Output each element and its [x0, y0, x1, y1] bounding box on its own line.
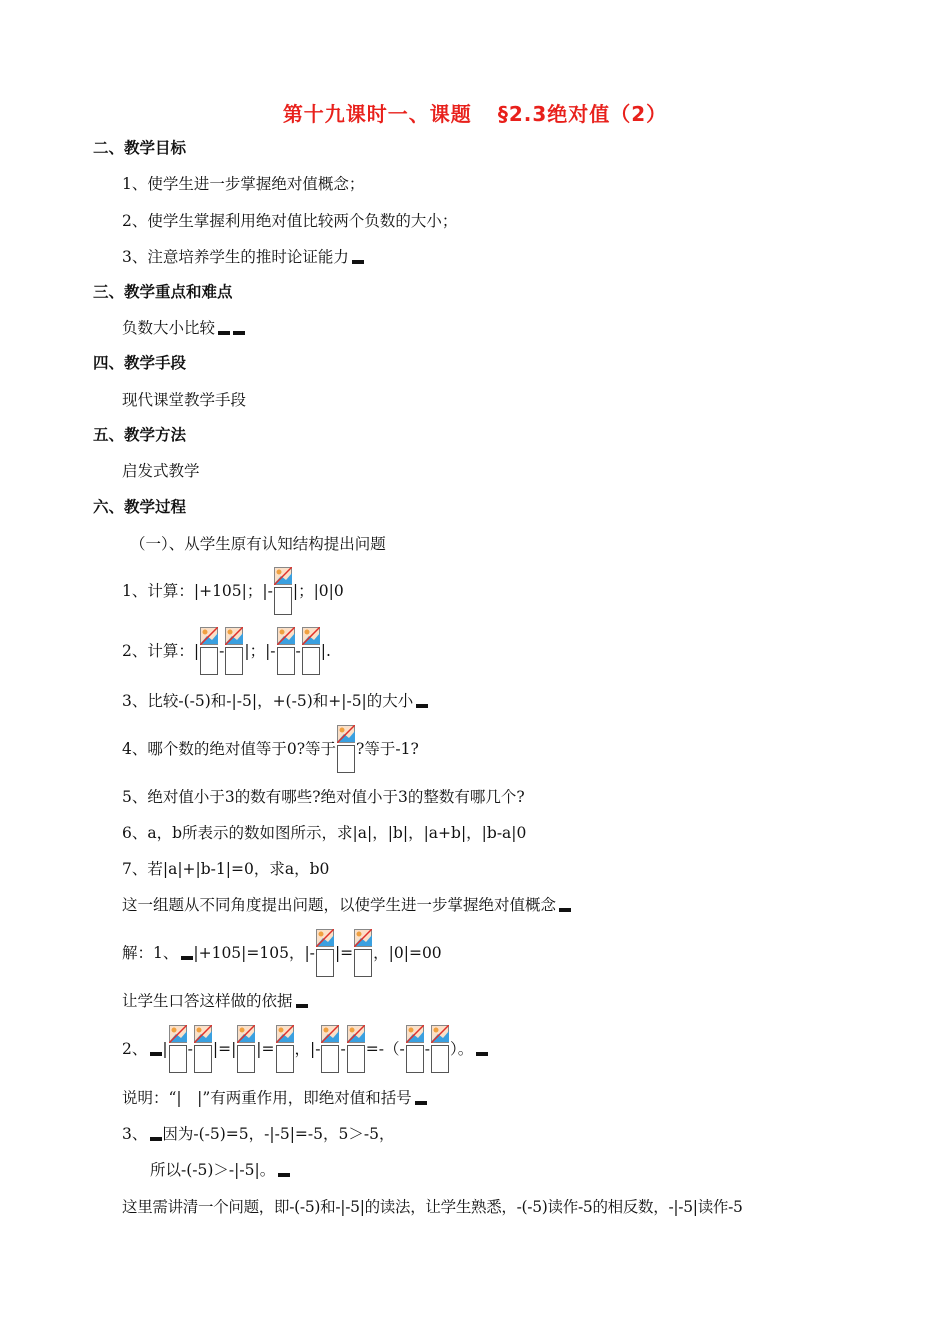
title-part1: 第十九课时一、课题 [282, 102, 472, 126]
last-paragraph: 这里需讲清一个问题，即-(-5)和-|-5|的读法，让学生熟悉，-(-5)读作-5的相反数，-|-5|读作-5 [122, 1198, 743, 1216]
image-placeholder-icon [200, 627, 218, 677]
mark-icon [352, 260, 364, 264]
section-heading-means: 四、教学手段 [93, 354, 187, 372]
image-placeholder-icon [321, 1025, 339, 1075]
section-heading-key-points: 三、教学重点和难点 [93, 283, 233, 301]
mark-icon [415, 1101, 427, 1105]
title-part2: §2.3绝对值（2） [497, 102, 668, 126]
explanation: 说明：“| |”有两重作用，即绝对值和括号 [122, 1088, 427, 1108]
means-text: 现代课堂教学手段 [122, 391, 247, 409]
image-placeholder-icon [406, 1025, 424, 1075]
mark-icon [181, 956, 193, 960]
process-subheading: （一）、从学生原有认知结构提出问题 [130, 535, 386, 553]
image-placeholder-icon [274, 567, 292, 617]
image-placeholder-icon [237, 1025, 255, 1075]
mark-icon [233, 331, 245, 335]
question-3: 3、比较-(-5)和-|-5|，+(-5)和+|-5|的大小 [122, 691, 428, 711]
image-placeholder-icon [169, 1025, 187, 1075]
image-placeholder-icon [354, 929, 372, 979]
oral-answer: 让学生口答这样做的依据 [122, 991, 308, 1011]
mark-icon [296, 1004, 308, 1008]
image-placeholder-icon [337, 725, 355, 775]
mark-icon [476, 1052, 488, 1056]
image-placeholder-icon [302, 627, 320, 677]
goal-1: 1、使学生进一步掌握绝对值概念； [122, 175, 365, 193]
question-1: 1、计算：|+105|；|- |；|0|0 [122, 566, 344, 616]
mark-icon [278, 1173, 290, 1177]
image-placeholder-icon [194, 1025, 212, 1075]
section-heading-method: 五、教学方法 [93, 426, 187, 444]
solution-3-line-1: 3、 因为-(-5)=5，-|-5|=-5，5＞-5， [122, 1125, 395, 1143]
section-heading-process: 六、教学过程 [93, 498, 187, 516]
section-heading-goals: 二、教学目标 [93, 139, 187, 157]
image-placeholder-icon [347, 1025, 365, 1075]
image-placeholder-icon [316, 929, 334, 979]
question-5: 5、绝对值小于3的数有哪些?绝对值小于3的整数有哪几个? [122, 788, 525, 806]
goal-3: 3、注意培养学生的推时论证能力 [122, 247, 364, 267]
page-title [0, 98, 950, 127]
solution-2: 2、 | - |=| |= ，|- - =-（- - ）。 [122, 1024, 488, 1074]
question-4: 4、哪个数的绝对值等于0?等于 ?等于-1? [122, 724, 419, 774]
image-placeholder-icon [277, 627, 295, 677]
question-7: 7、若|a|+|b-1|=0，求a，b0 [122, 860, 330, 878]
mark-icon [559, 908, 571, 912]
image-placeholder-icon [431, 1025, 449, 1075]
solution-3-line-2: 所以-(-5)＞-|-5|。 [150, 1160, 290, 1180]
mark-icon [218, 331, 230, 335]
question-2: 2、计算：| - |；|- - |. [122, 626, 331, 676]
question-6: 6、a，b所表示的数如图所示，求|a|，|b|，|a+b|，|b-a|0 [122, 824, 527, 842]
image-placeholder-icon [276, 1025, 294, 1075]
method-text: 启发式教学 [122, 462, 200, 480]
mark-icon [150, 1052, 162, 1056]
image-placeholder-icon [225, 627, 243, 677]
mark-icon [150, 1137, 162, 1141]
solution-1: 解：1、 |+105|=105，|- |= ，|0|=00 [122, 928, 442, 978]
goal-2: 2、使学生掌握利用绝对值比较两个负数的大小； [122, 212, 458, 230]
mark-icon [416, 704, 428, 708]
note-1: 这一组题从不同角度提出问题，以使学生进一步掌握绝对值概念 [122, 895, 571, 915]
key-point-text: 负数大小比较 [122, 318, 245, 338]
